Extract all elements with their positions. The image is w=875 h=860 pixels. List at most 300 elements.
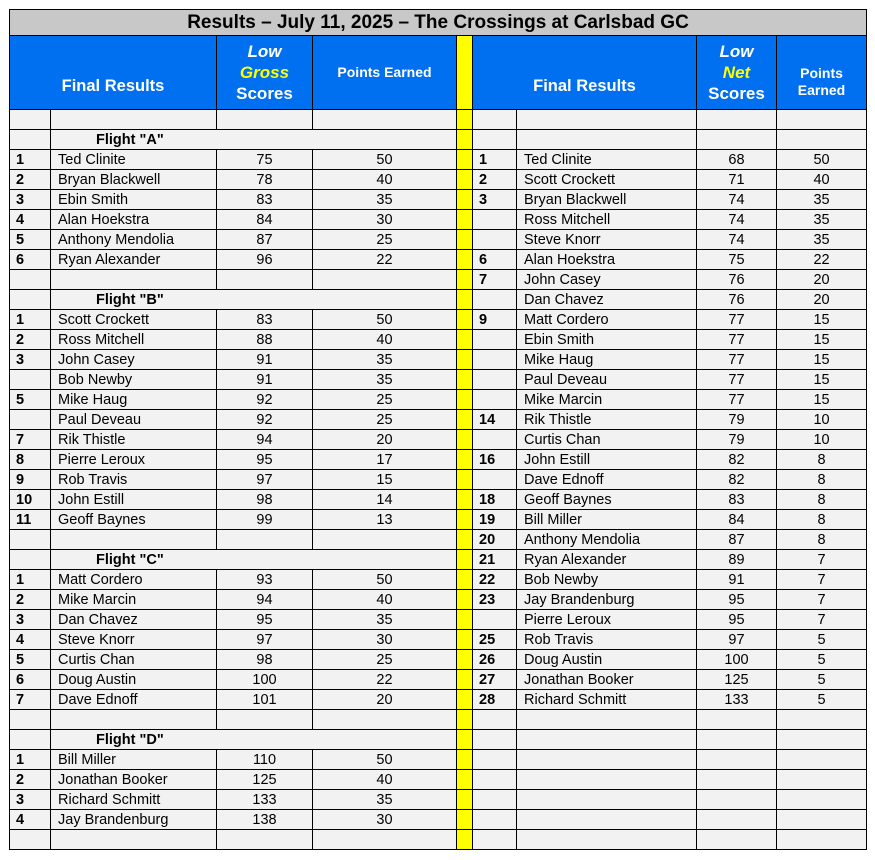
net-rank-cell [473,790,517,810]
table-row [10,390,867,410]
gross-points-cell: 35 [313,790,457,810]
gross-points-cell [313,530,457,550]
gross-score-cell: 97 [217,630,313,650]
gross-rank-cell: 11 [10,510,51,530]
gross-rank-cell: 5 [10,230,51,250]
net-points-cell: 50 [777,150,867,170]
flight-label: Flight "A" [51,130,457,150]
net-score-cell: 83 [697,490,777,510]
table-row [10,330,867,350]
gross-points-cell: 14 [313,490,457,510]
net-points-cell: 15 [777,370,867,390]
net-points-cell: 8 [777,450,867,470]
table-row [10,190,867,210]
low-gross-scores-header [217,36,313,110]
gross-player-name: Dan Chavez [51,610,217,630]
net-rank-cell: 28 [473,690,517,710]
net-points-cell: 10 [777,430,867,450]
gross-rank-cell [10,730,51,750]
gross-score-cell: 93 [217,570,313,590]
net-points-cell: 20 [777,270,867,290]
net-points-cell: 7 [777,570,867,590]
yellow-separator [457,250,473,270]
net-rank-cell [473,390,517,410]
gross-score-cell [217,830,313,850]
gross-points-cell: 40 [313,590,457,610]
yellow-separator [457,550,473,570]
yellow-separator [457,130,473,150]
table-row [10,730,867,750]
table-row [10,270,867,290]
flight-label: Flight "C" [51,550,457,570]
gross-points-cell: 30 [313,630,457,650]
gross-score-cell: 91 [217,370,313,390]
table-row [10,490,867,510]
gross-player-name [51,530,217,550]
net-score-cell: 84 [697,510,777,530]
net-rank-cell [473,610,517,630]
gross-score-cell: 95 [217,610,313,630]
net-points-cell [777,810,867,830]
yellow-separator [457,750,473,770]
table-row [10,510,867,530]
gross-points-cell: 35 [313,190,457,210]
gross-rank-cell: 2 [10,170,51,190]
net-player-name [517,710,697,730]
net-player-name [517,830,697,850]
net-rank-cell [473,110,517,130]
gross-score-cell: 83 [217,190,313,210]
yellow-separator [457,310,473,330]
net-points-cell: 8 [777,530,867,550]
title-row [10,10,867,36]
gross-points-cell: 20 [313,430,457,450]
net-player-name: Rik Thistle [517,410,697,430]
net-points-line1: Points [800,64,843,81]
net-player-name: Dave Ednoff [517,470,697,490]
net-score-cell [697,730,777,750]
table-row [10,810,867,830]
net-points-cell [777,130,867,150]
yellow-separator [457,830,473,850]
net-player-name: Jay Brandenburg [517,590,697,610]
net-score-cell: 68 [697,150,777,170]
gross-score-cell: 99 [217,510,313,530]
yellow-separator [457,710,473,730]
table-row [10,530,867,550]
yellow-separator [457,450,473,470]
net-rank-cell [473,370,517,390]
gross-points-cell: 13 [313,510,457,530]
net-score-cell: 74 [697,210,777,230]
gross-player-name: Scott Crockett [51,310,217,330]
net-score-cell: 97 [697,630,777,650]
gross-rank-cell: 3 [10,350,51,370]
gross-rank-cell: 3 [10,190,51,210]
net-points-cell: 5 [777,670,867,690]
gross-score-cell: 92 [217,390,313,410]
net-rank-cell: 25 [473,630,517,650]
gross-points-cell [313,710,457,730]
gross-score-cell: 91 [217,350,313,370]
gross-player-name: Alan Hoekstra [51,210,217,230]
net-rank-cell: 9 [473,310,517,330]
net-player-name: Ted Clinite [517,150,697,170]
gross-player-name: Bryan Blackwell [51,170,217,190]
gross-points-cell: 50 [313,570,457,590]
gross-rank-cell [10,830,51,850]
net-rank-cell: 20 [473,530,517,550]
net-player-name [517,730,697,750]
gross-rank-cell: 3 [10,790,51,810]
net-score-cell: 100 [697,650,777,670]
gross-score-cell [217,110,313,130]
table-row [10,450,867,470]
gross-player-name: Mike Marcin [51,590,217,610]
net-player-name: Bill Miller [517,510,697,530]
gross-points-cell [313,830,457,850]
table-row [10,150,867,170]
table-row [10,770,867,790]
table-row [10,710,867,730]
gross-player-name: Rik Thistle [51,430,217,450]
net-player-name [517,130,697,150]
net-points-cell: 7 [777,590,867,610]
net-rank-cell: 3 [473,190,517,210]
gross-rank-cell: 5 [10,650,51,670]
net-score-cell: 133 [697,690,777,710]
net-player-name: Jonathan Booker [517,670,697,690]
gross-points-cell: 30 [313,810,457,830]
net-player-name: Geoff Baynes [517,490,697,510]
table-row [10,790,867,810]
gross-kind-label: Gross [239,63,290,82]
net-rank-cell: 22 [473,570,517,590]
net-score-cell [697,710,777,730]
net-points-cell: 7 [777,550,867,570]
net-rank-cell [473,770,517,790]
gross-rank-cell: 6 [10,250,51,270]
table-row [10,110,867,130]
gross-score-cell: 133 [217,790,313,810]
gross-rank-cell [10,270,51,290]
yellow-separator [457,330,473,350]
gross-player-name: Ted Clinite [51,150,217,170]
table-row [10,290,867,310]
gross-player-name: Mike Haug [51,390,217,410]
low-net-scores-header [697,36,777,110]
gross-points-cell: 40 [313,330,457,350]
gross-points-cell: 15 [313,470,457,490]
net-rank-cell [473,130,517,150]
net-points-cell [777,770,867,790]
table-row [10,550,867,570]
net-points-cell [777,110,867,130]
gross-points-cell: 20 [313,690,457,710]
header-row [10,36,867,110]
net-score-cell: 125 [697,670,777,690]
gross-score-cell: 98 [217,650,313,670]
gross-rank-cell: 2 [10,330,51,350]
gross-player-name: Richard Schmitt [51,790,217,810]
table-row [10,170,867,190]
net-score-cell [697,790,777,810]
net-points-cell: 15 [777,310,867,330]
net-points-line2: Earned [797,81,846,98]
net-player-name: Mike Marcin [517,390,697,410]
net-rank-cell [473,710,517,730]
yellow-separator [457,430,473,450]
net-player-name: Ross Mitchell [517,210,697,230]
gross-rank-cell: 8 [10,450,51,470]
net-points-cell [777,830,867,850]
gross-points-cell: 17 [313,450,457,470]
net-score-cell: 79 [697,430,777,450]
gross-points-cell: 35 [313,610,457,630]
net-score-cell [697,830,777,850]
net-player-name: Ebin Smith [517,330,697,350]
gross-points-cell: 50 [313,310,457,330]
net-rank-cell [473,330,517,350]
yellow-separator [457,690,473,710]
gross-rank-cell: 1 [10,310,51,330]
gross-score-cell: 96 [217,250,313,270]
net-score-cell: 95 [697,610,777,630]
net-player-name: Mike Haug [517,350,697,370]
gross-score-cell: 94 [217,590,313,610]
net-score-cell: 87 [697,530,777,550]
net-rank-cell [473,210,517,230]
gross-points-cell: 40 [313,170,457,190]
yellow-separator [457,350,473,370]
gross-rank-cell: 4 [10,210,51,230]
gross-rank-cell [10,110,51,130]
gross-points-cell [313,270,457,290]
gross-rank-cell [10,530,51,550]
net-player-name: Pierre Leroux [517,610,697,630]
page-title: Results – July 11, 2025 – The Crossings at Carlsbad GC [10,10,867,36]
net-rank-cell: 27 [473,670,517,690]
yellow-separator [457,510,473,530]
net-player-name: John Estill [517,450,697,470]
net-points-cell: 35 [777,190,867,210]
gross-rank-cell: 7 [10,430,51,450]
gross-scores-label: Scores [236,84,293,103]
net-score-cell: 91 [697,570,777,590]
net-points-cell [777,790,867,810]
gross-player-name: Steve Knorr [51,630,217,650]
net-points-cell: 8 [777,470,867,490]
net-player-name: Rob Travis [517,630,697,650]
gross-points-header: Points Earned [313,36,457,110]
yellow-separator [457,630,473,650]
gross-points-cell: 35 [313,370,457,390]
net-player-name: Paul Deveau [517,370,697,390]
yellow-separator [457,490,473,510]
net-points-cell [777,750,867,770]
table-row [10,350,867,370]
gross-rank-cell: 7 [10,690,51,710]
net-score-cell [697,130,777,150]
net-rank-cell [473,470,517,490]
gross-player-name: Dave Ednoff [51,690,217,710]
yellow-separator [457,170,473,190]
net-rank-cell: 23 [473,590,517,610]
gross-score-cell: 95 [217,450,313,470]
gross-rank-cell: 1 [10,750,51,770]
yellow-separator [457,370,473,390]
table-row [10,130,867,150]
net-player-name [517,750,697,770]
yellow-separator [457,390,473,410]
gross-player-name [51,830,217,850]
gross-points-cell [313,110,457,130]
net-rank-cell [473,230,517,250]
gross-points-cell: 22 [313,250,457,270]
yellow-separator [457,670,473,690]
yellow-separator [457,730,473,750]
net-player-name: Bob Newby [517,570,697,590]
gross-points-cell: 25 [313,230,457,250]
yellow-separator [457,570,473,590]
gross-score-cell: 92 [217,410,313,430]
gross-rank-cell: 6 [10,670,51,690]
gross-points-cell: 40 [313,770,457,790]
gross-score-cell: 78 [217,170,313,190]
net-points-cell: 10 [777,410,867,430]
net-player-name: Richard Schmitt [517,690,697,710]
net-rank-cell: 19 [473,510,517,530]
net-rank-cell [473,730,517,750]
net-score-cell: 74 [697,190,777,210]
yellow-separator [457,590,473,610]
yellow-separator [457,530,473,550]
net-player-name: Scott Crockett [517,170,697,190]
gross-score-cell [217,710,313,730]
gross-player-name [51,270,217,290]
table-row [10,370,867,390]
net-player-name: Bryan Blackwell [517,190,697,210]
gross-score-cell: 88 [217,330,313,350]
yellow-separator [457,770,473,790]
net-rank-cell [473,810,517,830]
gross-score-cell: 94 [217,430,313,450]
net-score-cell: 95 [697,590,777,610]
table-row [10,430,867,450]
table-row [10,210,867,230]
net-rank-cell: 21 [473,550,517,570]
yellow-separator [457,810,473,830]
net-score-cell [697,810,777,830]
table-row [10,690,867,710]
table-row [10,250,867,270]
net-score-cell: 82 [697,470,777,490]
net-rank-cell: 7 [473,270,517,290]
net-score-cell [697,770,777,790]
net-points-cell: 20 [777,290,867,310]
yellow-separator [457,190,473,210]
gross-rank-cell [10,130,51,150]
yellow-separator [457,410,473,430]
gross-rank-cell [10,410,51,430]
yellow-separator [457,270,473,290]
gross-score-cell: 87 [217,230,313,250]
gross-player-name [51,110,217,130]
gross-player-name: Rob Travis [51,470,217,490]
yellow-separator [457,470,473,490]
net-score-cell: 71 [697,170,777,190]
net-points-cell: 40 [777,170,867,190]
gross-score-cell: 125 [217,770,313,790]
net-rank-cell: 2 [473,170,517,190]
net-points-cell: 5 [777,690,867,710]
gross-player-name: Anthony Mendolia [51,230,217,250]
net-player-name: Steve Knorr [517,230,697,250]
gross-player-name: Matt Cordero [51,570,217,590]
net-points-cell: 35 [777,230,867,250]
net-points-cell [777,730,867,750]
gross-rank-cell: 3 [10,610,51,630]
net-points-cell: 8 [777,510,867,530]
gross-rank-cell: 4 [10,810,51,830]
table-row [10,630,867,650]
gross-player-name: Ross Mitchell [51,330,217,350]
gross-score-cell [217,270,313,290]
yellow-separator [457,230,473,250]
net-points-header [777,36,867,110]
table-row [10,670,867,690]
gross-score-cell: 83 [217,310,313,330]
table-row [10,230,867,250]
net-rank-cell: 14 [473,410,517,430]
gross-points-cell: 25 [313,410,457,430]
gross-rank-cell: 5 [10,390,51,410]
net-score-cell: 77 [697,350,777,370]
gross-player-name: Jay Brandenburg [51,810,217,830]
net-rank-cell [473,290,517,310]
gross-player-name: Geoff Baynes [51,510,217,530]
gross-player-name: Jonathan Booker [51,770,217,790]
net-player-name: Matt Cordero [517,310,697,330]
table-row [10,590,867,610]
net-score-cell: 75 [697,250,777,270]
net-score-cell: 77 [697,310,777,330]
gross-rank-cell: 4 [10,630,51,650]
gross-final-results-header: Final Results [10,36,217,110]
net-rank-cell: 16 [473,450,517,470]
gross-rank-cell: 2 [10,590,51,610]
table-row [10,610,867,630]
net-score-cell: 77 [697,370,777,390]
table-row [10,830,867,850]
gross-points-cell: 50 [313,150,457,170]
yellow-separator [457,110,473,130]
net-score-cell [697,110,777,130]
net-player-name [517,810,697,830]
gross-player-name: Bill Miller [51,750,217,770]
gross-rank-cell: 1 [10,570,51,590]
net-final-results-header: Final Results [473,36,697,110]
net-score-cell: 77 [697,390,777,410]
net-score-cell [697,750,777,770]
table-row [10,410,867,430]
yellow-separator [457,650,473,670]
net-rank-cell [473,750,517,770]
net-score-cell: 74 [697,230,777,250]
results-body [10,10,867,850]
net-points-cell: 5 [777,630,867,650]
gross-player-name: Ebin Smith [51,190,217,210]
